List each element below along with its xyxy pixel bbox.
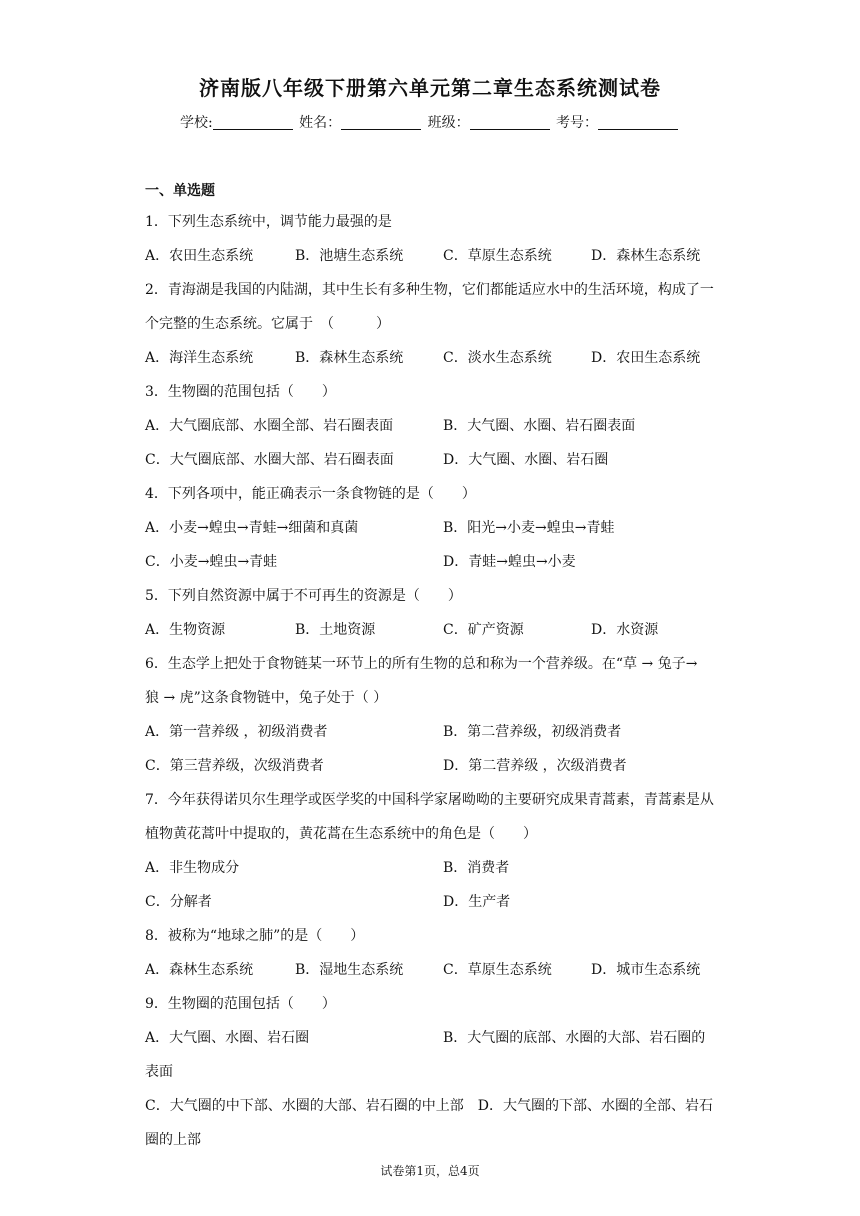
option: B．消费者 xyxy=(443,860,510,876)
question-stem: 4．下列各项中，能正确表示一条食物链的是（ ） xyxy=(145,486,476,502)
option: C．淡水生态系统 xyxy=(443,350,552,366)
option-row xyxy=(145,749,717,783)
option: C．大气圈的中下部、水圈的大部、岩石圈的中上部 xyxy=(145,1098,464,1114)
option-row xyxy=(145,1089,717,1157)
option-row xyxy=(145,409,717,443)
option-row xyxy=(145,511,717,545)
option-row xyxy=(145,715,717,749)
option: C．矿产资源 xyxy=(443,622,524,638)
question-list xyxy=(145,205,717,1157)
option-row xyxy=(145,1021,717,1089)
option: B．大气圈、水圈、岩石圈表面 xyxy=(443,418,636,434)
option: B．森林生态系统 xyxy=(295,350,404,366)
option: C．小麦→蝗虫→青蛙 xyxy=(145,554,278,570)
option: D．大气圈、水圈、岩石圈 xyxy=(443,452,609,468)
option-row xyxy=(145,443,717,477)
question-stem: 2．青海湖是我国的内陆湖，其中生长有多种生物，它们都能适应水中的生活环境，构成了一个完整的生态系统。它属于 （ ） xyxy=(145,282,714,332)
class-label: 班级： xyxy=(427,115,470,131)
option: B．土地资源 xyxy=(295,622,376,638)
option: A．森林生态系统 xyxy=(145,962,254,978)
option: D．水资源 xyxy=(591,622,659,638)
option: B．湿地生态系统 xyxy=(295,962,404,978)
question-stem: 3．生物圈的范围包括（ ） xyxy=(145,384,336,400)
option: C．草原生态系统 xyxy=(443,248,552,264)
exam-title: 济南版八年级下册第六单元第二章生态系统测试卷 xyxy=(199,76,661,100)
option: C．第三营养级，次级消费者 xyxy=(145,758,324,774)
option: A．非生物成分 xyxy=(145,860,240,876)
option: C．分解者 xyxy=(145,894,212,910)
question-stem: 5．下列自然资源中属于不可再生的资源是（ ） xyxy=(145,588,462,604)
option: D．城市生态系统 xyxy=(591,962,701,978)
exam-no-blank xyxy=(598,115,678,130)
question-stem: 8．被称为“地球之肺”的是（ ） xyxy=(145,928,365,944)
option: B．第二营养级，初级消费者 xyxy=(443,724,622,740)
school-label: 学校: xyxy=(179,115,213,131)
option: D．农田生态系统 xyxy=(591,350,701,366)
option-row xyxy=(145,239,717,273)
question-stem: 7．今年获得诺贝尔生理学或医学奖的中国科学家屠呦呦的主要研究成果青蒿素，青蒿素是从植物黄花蒿叶中提取的，黄花蒿在生态系统中的角色是（ ） xyxy=(145,792,714,842)
option: D．森林生态系统 xyxy=(591,248,701,264)
option: A．农田生态系统 xyxy=(145,248,254,264)
option: A．大气圈、水圈、岩石圈 xyxy=(145,1030,310,1046)
option: B．阳光→小麦→蝗虫→青蛙 xyxy=(443,520,615,536)
option: B．大气圈的底部、水圈的大部、岩石圈的表面 xyxy=(145,1030,706,1080)
page-footer: 试卷第1页，总4页 xyxy=(380,1164,480,1178)
question-stem: 9．生物圈的范围包括（ ） xyxy=(145,996,336,1012)
option: A．大气圈底部、水圈全部、岩石圈表面 xyxy=(145,418,394,434)
name-label: 姓名： xyxy=(299,115,342,131)
option-row xyxy=(145,851,717,885)
option-row xyxy=(145,885,717,919)
option-row xyxy=(145,953,717,987)
option: D．青蛙→蝗虫→小麦 xyxy=(443,554,576,570)
question-stem: 6．生态学上把处于食物链某一环节上的所有生物的总和称为一个营养级。在“草 → 兔子→ 狼 → 虎”这条食物链中，兔子处于（ ） xyxy=(145,656,712,706)
option: C．草原生态系统 xyxy=(443,962,552,978)
exam-no-label: 考号： xyxy=(556,115,599,131)
option: D．第二营养级 ，次级消费者 xyxy=(443,758,627,774)
class-blank xyxy=(470,115,550,130)
section-title: 一、单选题 xyxy=(145,183,215,199)
option: D．大气圈的下部、水圈的全部、岩石圈的上部 xyxy=(145,1098,713,1148)
student-info-line xyxy=(0,112,860,132)
option: A．海洋生态系统 xyxy=(145,350,254,366)
option: D．生产者 xyxy=(443,894,511,910)
option: A．生物资源 xyxy=(145,622,226,638)
option-row xyxy=(145,341,717,375)
option: A．小麦→蝗虫→青蛙→细菌和真菌 xyxy=(145,520,359,536)
option-row xyxy=(145,613,717,647)
question-stem: 1．下列生态系统中，调节能力最强的是 xyxy=(145,214,392,230)
option: C．大气圈底部、水圈大部、岩石圈表面 xyxy=(145,452,394,468)
option-row xyxy=(145,545,717,579)
option: A．第一营养级 ，初级消费者 xyxy=(145,724,328,740)
school-blank xyxy=(213,115,293,130)
name-blank xyxy=(341,115,421,130)
option: B．池塘生态系统 xyxy=(295,248,404,264)
